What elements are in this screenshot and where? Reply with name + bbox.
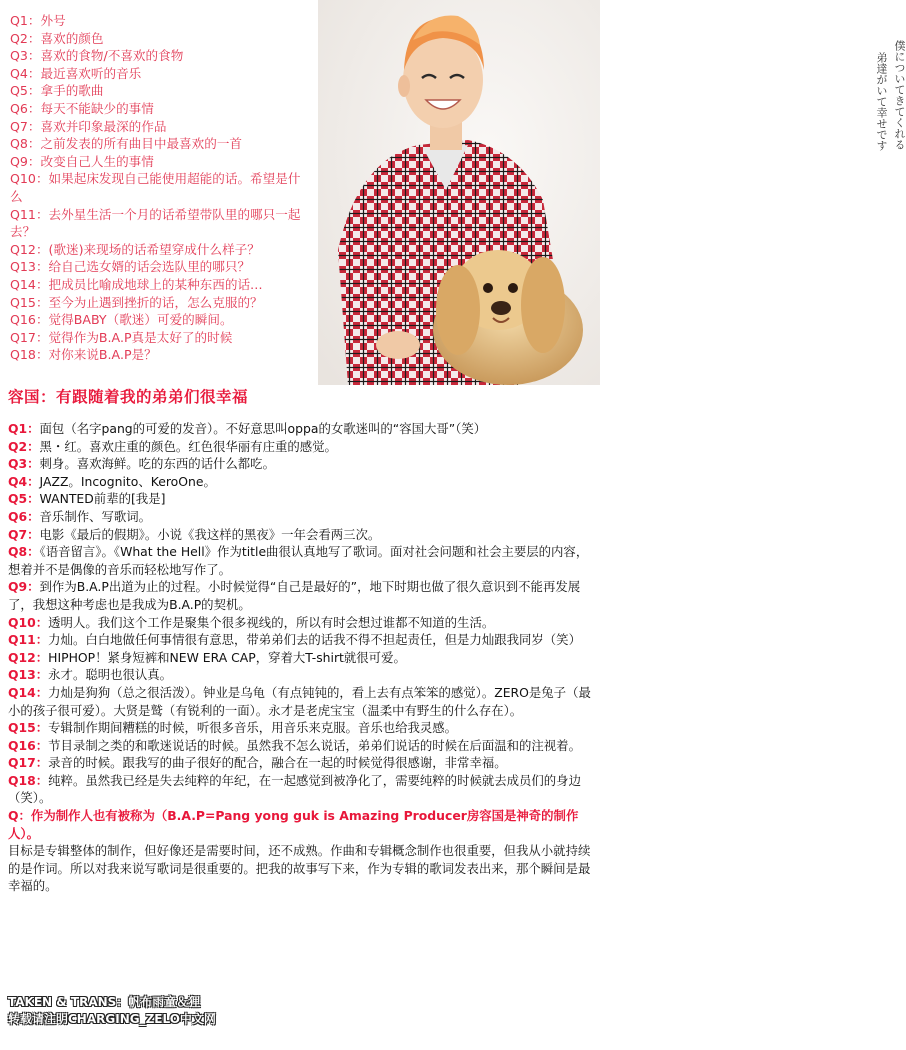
answer-text: 黑・红。喜欢庄重的颜色。红色很华丽有庄重的感觉。 — [39, 438, 337, 454]
photo-caption — [826, 40, 906, 190]
answer-item — [8, 420, 596, 438]
question-item: Q13：给自己选女婿的话会选队里的哪只？ — [10, 259, 251, 275]
question-item: Q2：喜欢的颜色 — [10, 30, 104, 46]
answer-text: 面包（名字pang的可爱的发音）。不好意思叫oppa的女歌迷叫的“容国大哥”（笑） — [39, 421, 487, 436]
question-item: Q12：(歌迷)来现场的话希望穿成什么样子？ — [10, 241, 260, 257]
question-item: Q18：对你来说B.A.P是？ — [10, 347, 157, 363]
answer-item — [8, 737, 596, 755]
answer-label: Q8： — [8, 544, 40, 560]
answer-label: Q2： — [8, 438, 40, 454]
answer-item — [8, 719, 596, 737]
answer-label: Q15： — [8, 720, 49, 736]
answer-label: Q18： — [8, 772, 49, 788]
question-item: Q9：改变自己人生的事情 — [10, 153, 154, 169]
answer-text: 节目录制之类的和歌迷说话的时候。虽然我不怎么说话，弟弟们说话的时候在后面温和的注视着。 — [48, 737, 581, 753]
answer-text: 纯粹。虽然我已经是失去纯粹的年纪，在一起感觉到被净化了，需要纯粹的时候就去成员们的身边（笑）。 — [8, 772, 581, 806]
question-item: Q1：外号 — [10, 13, 66, 28]
answer-item — [8, 666, 596, 684]
answer-label: Q9： — [8, 579, 40, 595]
answer-text: 专辑制作期间糟糕的时候，听很多音乐，用音乐来克服。音乐也给我灵感。 — [48, 720, 458, 736]
question-item: Q7：喜欢并印象最深的作品 — [10, 118, 167, 134]
answer-label: Q1： — [8, 421, 40, 436]
question-item: Q16：觉得BABY（歌迷）可爱的瞬间。 — [10, 312, 233, 328]
answer-label: Q4： — [8, 473, 40, 489]
question-item: Q3：喜欢的食物/不喜欢的食物 — [10, 48, 184, 64]
answer-item — [8, 473, 596, 491]
question-item: Q4：最近喜欢听的音乐 — [10, 65, 142, 81]
answer-item — [8, 649, 596, 667]
answer-label: Q14： — [8, 684, 49, 700]
answer-text: WANTED前辈的[我是] — [39, 491, 166, 507]
answer-label: Q3： — [8, 456, 40, 472]
question-item: Q11：去外星生活一个月的话希望带队里的哪只一起去？ — [10, 206, 301, 240]
answer-label: Q5： — [8, 491, 40, 507]
answer-text: HIPHOP！紧身短裤和NEW ERA CAP，穿着大T-shirt就很可爱。 — [48, 649, 406, 665]
answer-text: 《语音留言》。《What the Hell》作为title曲很认真地写了歌词。面对社会问题和社会主要层的内容，想着并不是偶像的音乐而轻松地写作了。 — [8, 544, 589, 577]
answer-text: 刺身。喜欢海鲜。吃的东西的话什么都吃。 — [39, 456, 275, 472]
answer-label: Q12： — [8, 649, 49, 665]
photo-illustration — [318, 0, 600, 385]
answer-item — [8, 455, 596, 473]
answer-item — [8, 684, 596, 719]
answer-item — [8, 631, 596, 649]
final-answer: 目标是专辑整体的制作，但好像还是需要时间，还不成熟。作曲和专辑概念制作也很重要，但我从小就持续的是作词。所以对我来说写歌词是很重要的。把我的故事写下来，作为专辑的歌词发表出来，那个瞬间是最幸福的。 — [8, 843, 591, 894]
answer-item — [8, 438, 596, 456]
section-title: 容国：有跟随着我的弟弟们很幸福 — [8, 388, 249, 406]
answer-item — [8, 490, 596, 508]
answer-label: Q17： — [8, 755, 49, 771]
question-list — [10, 12, 355, 364]
answer-item — [8, 754, 596, 772]
answer-text: 永才。聪明也很认真。 — [48, 667, 173, 683]
question-item: Q15：至今为止遇到挫折的话，怎么克服的？ — [10, 294, 263, 310]
question-item: Q6：每天不能缺少的事情 — [10, 100, 154, 116]
answer-item — [8, 543, 596, 578]
answer-item — [8, 578, 596, 613]
answer-item — [8, 508, 596, 526]
photo-caption-line-1: 僕についてきてくれる — [893, 40, 906, 150]
answer-text: 电影《最后的假期》。小说《我这样的黑夜》一年会看两三次。 — [39, 526, 381, 542]
question-item: Q8：之前发表的所有曲目中最喜欢的一首 — [10, 136, 243, 152]
answer-item — [8, 772, 596, 807]
answer-text: 到作为B.A.P出道为止的过程。小时候觉得“自己是最好的”，地下时期也做了很久意识到不能再发展了，我想这种考虑也是我成为B.A.P的契机。 — [8, 579, 581, 612]
answer-text: JAZZ。Incognito、KeroOne。 — [39, 473, 216, 489]
question-item: Q17：觉得作为B.A.P真是太好了的时候 — [10, 329, 233, 345]
answer-text: 力灿。白白地做任何事情很有意思，带弟弟们去的话我不得不担起责任，但是力灿跟我同岁（笑） — [48, 632, 581, 648]
photo — [318, 0, 906, 385]
final-question: Q：作为制作人也有被称为（B.A.P=Pang yong guk is Amazing Producer房容国是神奇的制作人）。 — [8, 808, 579, 841]
answer-text: 音乐制作、写歌词。 — [39, 508, 152, 524]
photo-caption-line-2: 弟達がいて幸せです — [875, 52, 888, 151]
answer-label: Q11： — [8, 632, 49, 648]
question-item: Q10：如果起床发现自己能使用超能的话。希望是什么 — [10, 171, 301, 204]
question-item: Q14：把成员比喻成地球上的某种东西的话… — [10, 276, 263, 292]
answer-label: Q10： — [8, 614, 49, 630]
answer-label: Q16： — [8, 737, 49, 753]
answer-text: 透明人。我们这个工作是聚集个很多视线的，所以有时会想过谁都不知道的生活。 — [48, 614, 495, 630]
answer-label: Q13： — [8, 667, 49, 683]
credits-translators: TAKEN & TRANS：帆布雨童＆狸 — [8, 995, 201, 1009]
credits — [8, 994, 216, 1028]
question-item: Q5：拿手的歌曲 — [10, 83, 104, 99]
answer-list — [8, 420, 596, 895]
answer-item — [8, 526, 596, 544]
credits-repost-notice: 转载请注明CHARGING_ZELO中文网 — [8, 1012, 216, 1026]
answer-item — [8, 614, 596, 632]
answer-text: 力灿是狗狗（总之很活泼）。钟业是乌龟（有点钝钝的，看上去有点笨笨的感觉）。ZERO是兔子（最小的孩子很可爱）。大贤是鹫（有锐利的一面）。永才是老虎宝宝（温柔中有野生的什么存在）。 — [8, 684, 591, 718]
answer-label: Q7： — [8, 526, 40, 542]
answer-text: 录音的时候。跟我写的曲子很好的配合，融合在一起的时候觉得很感谢，非常幸福。 — [48, 755, 507, 771]
answer-label: Q6： — [8, 508, 40, 524]
